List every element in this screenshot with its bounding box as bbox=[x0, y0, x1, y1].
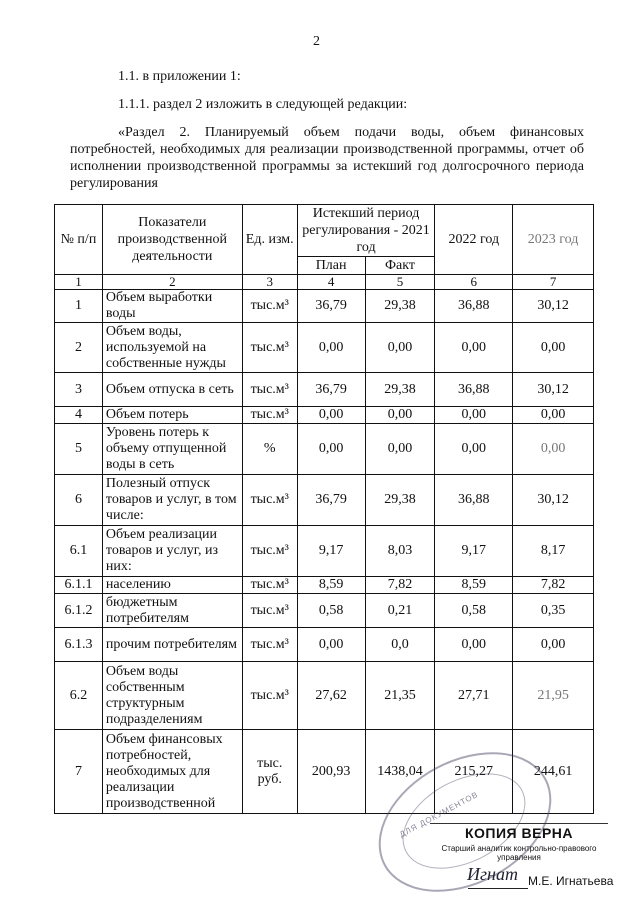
header-num: № п/п bbox=[55, 205, 103, 275]
row-unit: тыс.м³ bbox=[242, 475, 297, 526]
table-row bbox=[55, 373, 594, 407]
row-indicator: Объем реализации товаров и услуг, из них: bbox=[102, 526, 242, 577]
row-2023: 8,17 bbox=[513, 526, 594, 577]
row-2023: 30,12 bbox=[513, 373, 594, 407]
table-row bbox=[55, 526, 594, 577]
table-row bbox=[55, 628, 594, 662]
row-unit: тыс.м³ bbox=[242, 526, 297, 577]
table-row bbox=[55, 577, 594, 594]
copy-subtitle: Старший аналитик контрольно-правового управления bbox=[441, 844, 597, 862]
row-num: 6.2 bbox=[55, 662, 103, 730]
header-plan: План bbox=[297, 257, 365, 275]
row-plan: 9,17 bbox=[297, 526, 365, 577]
row-indicator: Объем отпуска в сеть bbox=[102, 373, 242, 407]
row-indicator: Объем выработки воды bbox=[102, 290, 242, 323]
row-2023: 244,61 bbox=[513, 730, 594, 814]
row-2023: 30,12 bbox=[513, 290, 594, 323]
row-2022: 9,17 bbox=[435, 526, 513, 577]
row-fact: 8,03 bbox=[365, 526, 435, 577]
row-num: 5 bbox=[55, 424, 103, 475]
row-unit: тыс.м³ bbox=[242, 662, 297, 730]
header-period: Истекший период регулирования - 2021 год bbox=[297, 205, 435, 257]
row-plan: 200,93 bbox=[297, 730, 365, 814]
row-plan: 0,00 bbox=[297, 407, 365, 424]
row-plan: 36,79 bbox=[297, 475, 365, 526]
row-plan: 8,59 bbox=[297, 577, 365, 594]
row-2022: 0,00 bbox=[435, 407, 513, 424]
row-fact: 0,00 bbox=[365, 323, 435, 373]
row-unit: тыс.м³ bbox=[242, 323, 297, 373]
row-num: 6.1.3 bbox=[55, 628, 103, 662]
row-indicator: Объем финансовых потребностей, необходимых для реализации производственной bbox=[102, 730, 242, 814]
row-2022: 36,88 bbox=[435, 475, 513, 526]
signer-name: М.Е. Игнатьева bbox=[528, 874, 614, 888]
header-2022: 2022 год bbox=[435, 205, 513, 275]
copy-title: КОПИЯ ВЕРНА bbox=[430, 823, 608, 841]
row-unit: тыс.м³ bbox=[242, 577, 297, 594]
item-1-1: 1.1. в приложении 1: bbox=[118, 69, 241, 84]
seal-text: ДЛЯ ДОКУМЕНТОВ bbox=[398, 789, 480, 840]
table-row bbox=[55, 475, 594, 526]
row-num: 3 bbox=[55, 373, 103, 407]
row-2022: 0,00 bbox=[435, 323, 513, 373]
col-number-6: 6 bbox=[435, 275, 513, 290]
header-fact: Факт bbox=[365, 257, 435, 275]
row-2022: 0,00 bbox=[435, 628, 513, 662]
row-fact: 0,0 bbox=[365, 628, 435, 662]
row-num: 6.1.1 bbox=[55, 577, 103, 594]
row-num: 1 bbox=[55, 290, 103, 323]
table-row bbox=[55, 323, 594, 373]
row-unit: тыс.м³ bbox=[242, 290, 297, 323]
row-2023: 0,35 bbox=[513, 594, 594, 628]
row-plan: 0,00 bbox=[297, 628, 365, 662]
row-fact: 29,38 bbox=[365, 373, 435, 407]
row-plan: 36,79 bbox=[297, 290, 365, 323]
row-2022: 0,00 bbox=[435, 424, 513, 475]
row-2023: 7,82 bbox=[513, 577, 594, 594]
row-fact: 0,00 bbox=[365, 424, 435, 475]
header-2023: 2023 год bbox=[513, 205, 594, 275]
row-indicator: Уровень потерь к объему отпущенной воды в сеть bbox=[102, 424, 242, 475]
signature-line bbox=[468, 888, 528, 889]
handwritten-signature: Игнат bbox=[467, 864, 518, 884]
header-unit: Ед. изм. bbox=[242, 205, 297, 275]
row-2022: 215,27 bbox=[435, 730, 513, 814]
row-num: 6.1.2 bbox=[55, 594, 103, 628]
row-2022: 36,88 bbox=[435, 373, 513, 407]
production-table bbox=[54, 204, 594, 814]
row-indicator: Объем воды собственным структурным подразделениям bbox=[102, 662, 242, 730]
col-number-2: 2 bbox=[102, 275, 242, 290]
row-unit: тыс. руб. bbox=[242, 730, 297, 814]
row-fact: 0,21 bbox=[365, 594, 435, 628]
row-fact: 29,38 bbox=[365, 290, 435, 323]
row-fact: 21,35 bbox=[365, 662, 435, 730]
row-num: 6.1 bbox=[55, 526, 103, 577]
row-indicator: Полезный отпуск товаров и услуг, в том числе: bbox=[102, 475, 242, 526]
header-indicator: Показатели производственной деятельности bbox=[102, 205, 242, 275]
row-fact: 1438,04 bbox=[365, 730, 435, 814]
copy-certification-stamp bbox=[430, 823, 608, 862]
col-number-1: 1 bbox=[55, 275, 103, 290]
row-indicator: бюджетным потребителям bbox=[102, 594, 242, 628]
row-indicator: населению bbox=[102, 577, 242, 594]
table-row bbox=[55, 594, 594, 628]
col-number-4: 4 bbox=[297, 275, 365, 290]
row-unit: тыс.м³ bbox=[242, 407, 297, 424]
row-indicator: прочим потребителям bbox=[102, 628, 242, 662]
row-2023: 30,12 bbox=[513, 475, 594, 526]
col-number-7: 7 bbox=[513, 275, 594, 290]
row-2022: 8,59 bbox=[435, 577, 513, 594]
row-2023: 0,00 bbox=[513, 323, 594, 373]
row-plan: 27,62 bbox=[297, 662, 365, 730]
row-num: 6 bbox=[55, 475, 103, 526]
row-fact: 29,38 bbox=[365, 475, 435, 526]
row-plan: 0,58 bbox=[297, 594, 365, 628]
row-num: 4 bbox=[55, 407, 103, 424]
row-unit: тыс.м³ bbox=[242, 594, 297, 628]
col-number-3: 3 bbox=[242, 275, 297, 290]
row-indicator: Объем воды, используемой на собственные нужды bbox=[102, 323, 242, 373]
row-2022: 27,71 bbox=[435, 662, 513, 730]
section-intro: «Раздел 2. Планируемый объем подачи воды, объем финансовых потребностей, необходимых для реализации производственной программы, отчет об исполнении производственной программы за истекший год долгосрочного периода регулирования bbox=[70, 125, 584, 191]
row-2022: 36,88 bbox=[435, 290, 513, 323]
row-plan: 0,00 bbox=[297, 424, 365, 475]
row-num: 7 bbox=[55, 730, 103, 814]
table-row bbox=[55, 424, 594, 475]
row-num: 2 bbox=[55, 323, 103, 373]
table-row bbox=[55, 290, 594, 323]
row-2022: 0,58 bbox=[435, 594, 513, 628]
page-number: 2 bbox=[313, 34, 320, 49]
row-2023: 21,95 bbox=[513, 662, 594, 730]
item-1-1-1: 1.1.1. раздел 2 изложить в следующей редакции: bbox=[118, 97, 408, 112]
row-fact: 0,00 bbox=[365, 407, 435, 424]
row-fact: 7,82 bbox=[365, 577, 435, 594]
row-unit: % bbox=[242, 424, 297, 475]
table-row bbox=[55, 407, 594, 424]
row-plan: 0,00 bbox=[297, 323, 365, 373]
row-2023: 0,00 bbox=[513, 628, 594, 662]
row-2023: 0,00 bbox=[513, 424, 594, 475]
table-row bbox=[55, 662, 594, 730]
row-2023: 0,00 bbox=[513, 407, 594, 424]
row-unit: тыс.м³ bbox=[242, 628, 297, 662]
row-plan: 36,79 bbox=[297, 373, 365, 407]
row-indicator: Объем потерь bbox=[102, 407, 242, 424]
row-unit: тыс.м³ bbox=[242, 373, 297, 407]
col-number-5: 5 bbox=[365, 275, 435, 290]
